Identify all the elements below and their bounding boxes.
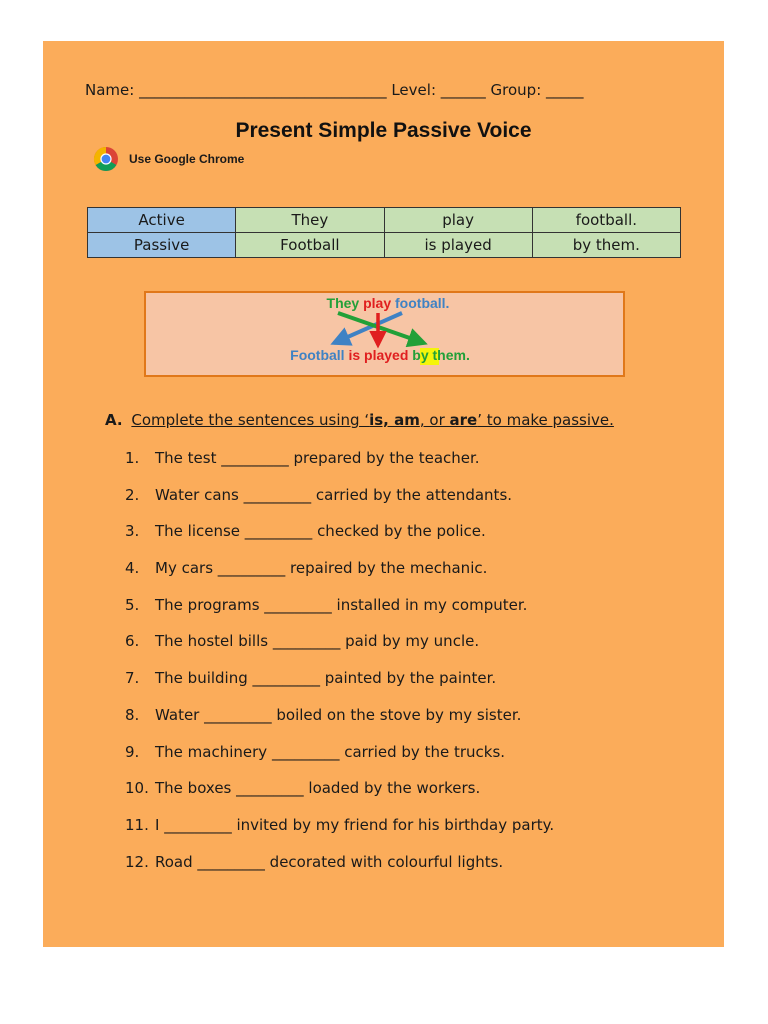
list-item	[125, 596, 554, 633]
list-item	[125, 779, 554, 816]
list-item	[125, 632, 554, 669]
item-text: The machinery _________ carried by the trucks.	[155, 742, 506, 761]
page-title: Present Simple Passive Voice	[235, 119, 532, 142]
item-text: Water cans _________ carried by the attendants.	[155, 485, 513, 504]
list-item	[125, 559, 554, 596]
item-text: I _________ invited by my friend for his birthday party.	[155, 815, 555, 834]
table-cell: Passive	[88, 233, 236, 258]
diagram-svg	[146, 293, 623, 375]
item-number: 12.	[125, 852, 149, 871]
item-text: Water _________ boiled on the stove by my sister.	[155, 705, 522, 724]
item-text: The programs _________ installed in my computer.	[155, 595, 528, 614]
section-letter: A.	[105, 411, 123, 429]
passive-subject: Football	[290, 347, 345, 363]
item-number: 1.	[125, 449, 140, 467]
item-text: The boxes _________ loaded by the workers.	[155, 779, 481, 798]
list-item	[125, 486, 554, 523]
passive-agent: them.	[432, 347, 470, 363]
chrome-note-label: Use Google Chrome	[129, 152, 245, 166]
table-cell: by them.	[532, 233, 680, 258]
item-number: 9.	[125, 742, 140, 761]
table-cell: is played	[384, 233, 532, 258]
passive-sentence	[290, 347, 470, 363]
table-cell: Active	[88, 208, 236, 233]
item-number: 2.	[125, 485, 140, 504]
table-row-active	[88, 208, 681, 233]
table-cell: play	[384, 208, 532, 233]
item-number: 4.	[125, 559, 140, 578]
item-number: 8.	[125, 705, 140, 724]
table-cell: football.	[532, 208, 680, 233]
keyword-is-am: is, am	[369, 411, 420, 429]
name-level-group-line: Name: _________________________________ Level: ______ Group: _____	[85, 81, 584, 99]
arrow-object-to-subject	[334, 313, 402, 343]
list-item	[125, 449, 554, 486]
active-sentence	[327, 295, 450, 311]
keyword-are: are	[449, 411, 478, 429]
passive-verb: is played	[348, 347, 409, 363]
passive-by: by	[412, 347, 429, 363]
item-number: 6.	[125, 632, 140, 651]
list-item	[125, 706, 554, 743]
item-text: The building _________ painted by the painter.	[155, 669, 497, 688]
exercise-list	[125, 449, 554, 889]
active-subject: They	[326, 295, 360, 311]
item-number: 5.	[125, 595, 140, 614]
section-a-heading	[105, 411, 614, 429]
browser-note	[93, 147, 244, 171]
item-number: 11.	[125, 815, 149, 834]
active-passive-table	[87, 207, 681, 258]
section-instruction	[131, 411, 614, 429]
item-text: The hostel bills _________ paid by my uncle.	[155, 632, 480, 651]
list-item	[125, 669, 554, 706]
instruction-part: Complete the sentences using ‘	[131, 411, 370, 429]
active-verb: play	[363, 295, 392, 311]
item-text: My cars _________ repaired by the mechanic.	[155, 559, 488, 578]
list-item	[125, 743, 554, 780]
table-cell: Football	[236, 233, 384, 258]
item-text: The license _________ checked by the police.	[155, 522, 486, 541]
active-object: football.	[395, 295, 450, 311]
instruction-part: ’ to make passive.	[477, 411, 614, 429]
worksheet-page	[43, 41, 724, 947]
item-number: 10.	[125, 779, 149, 798]
transformation-diagram	[144, 291, 625, 377]
table-row-passive	[88, 233, 681, 258]
item-number: 3.	[125, 522, 140, 541]
list-item	[125, 816, 554, 853]
list-item	[125, 853, 554, 890]
item-text: The test _________ prepared by the teacher.	[155, 449, 480, 467]
item-text: Road _________ decorated with colourful lights.	[155, 852, 504, 871]
instruction-part: , or	[419, 411, 450, 429]
arrow-subject-to-agent	[338, 313, 424, 343]
item-number: 7.	[125, 669, 140, 688]
chrome-icon	[93, 146, 119, 172]
table-cell: They	[236, 208, 384, 233]
list-item	[125, 522, 554, 559]
